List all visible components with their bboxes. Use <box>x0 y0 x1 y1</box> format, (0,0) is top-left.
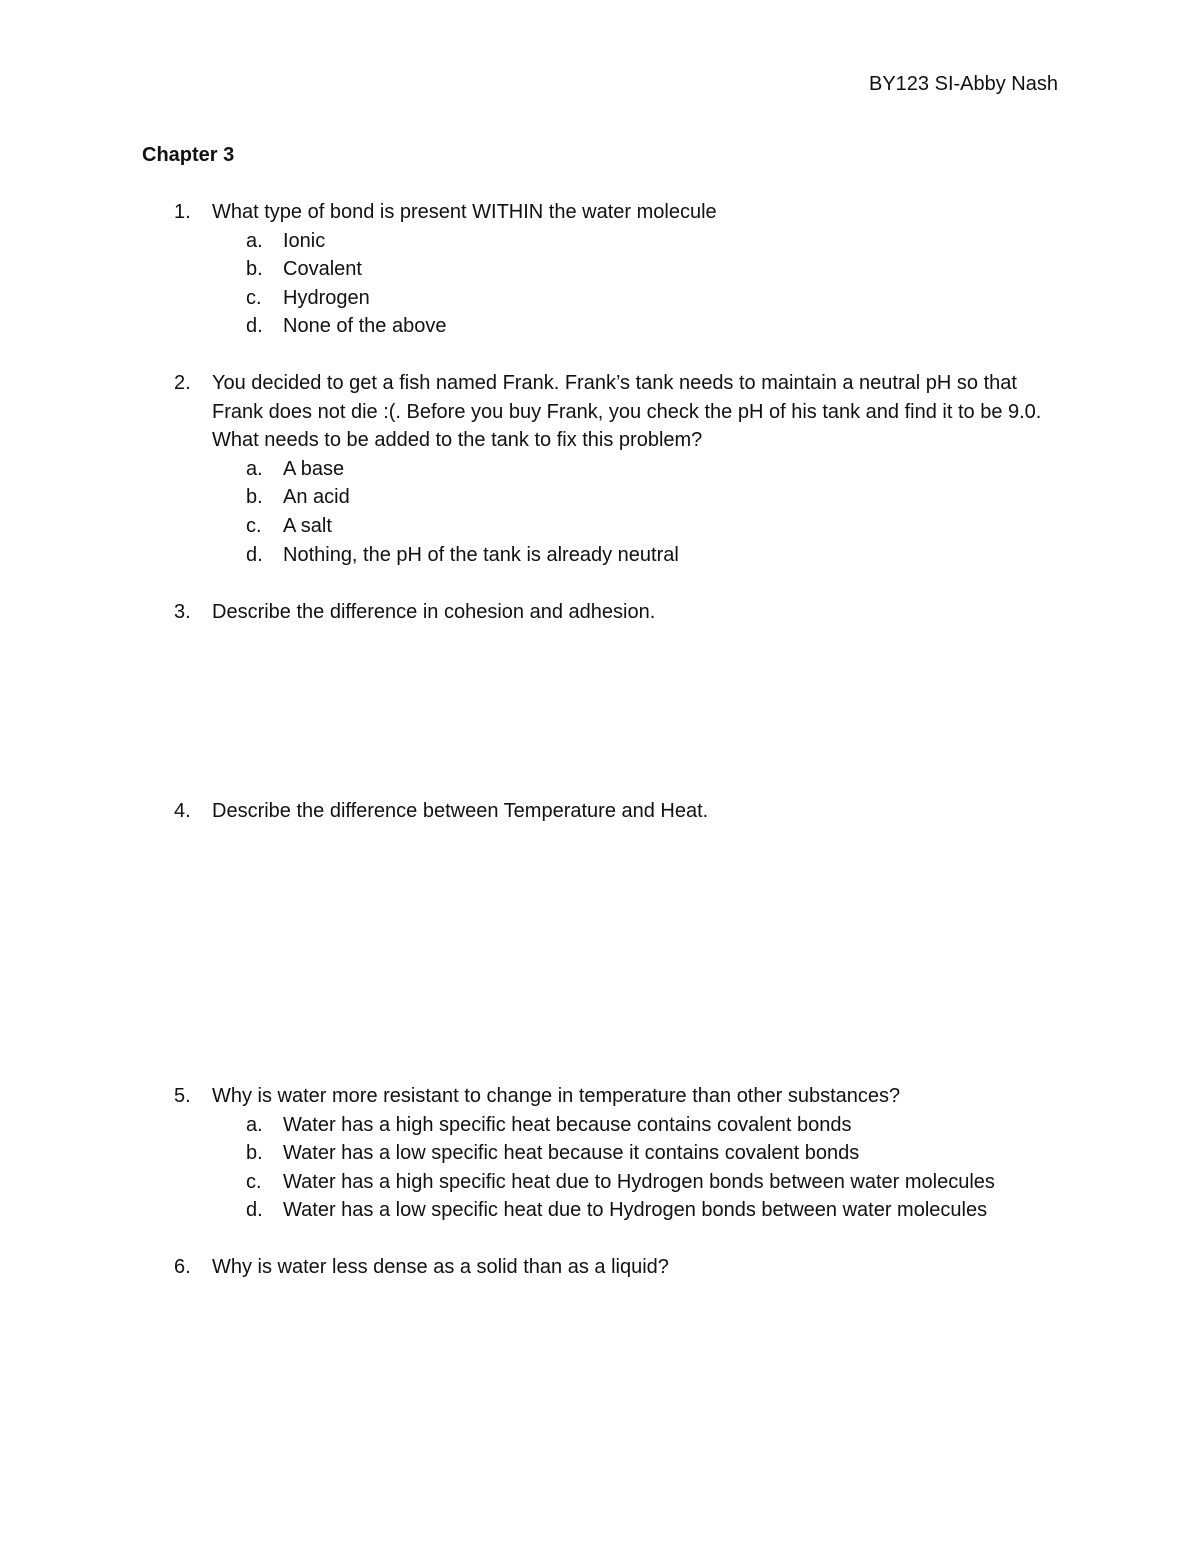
option-text: Water has a high specific heat due to Hydrogen bonds between water molecules <box>283 1170 995 1193</box>
answer-option <box>142 227 1072 256</box>
header-course-instructor: BY123 SI-Abby Nash <box>869 73 1058 95</box>
option-letter: a. <box>246 457 263 480</box>
answer-options <box>142 227 1072 341</box>
option-text: A base <box>283 457 345 480</box>
answer-option <box>142 1111 1072 1140</box>
answer-option <box>142 1168 1072 1197</box>
question-3 <box>142 598 1072 627</box>
option-letter: d. <box>246 543 263 566</box>
option-text: None of the above <box>283 315 447 338</box>
answer-option <box>142 455 1072 484</box>
answer-options <box>142 1111 1072 1225</box>
option-text: Ionic <box>283 229 326 252</box>
option-letter: a. <box>246 1113 263 1136</box>
option-text: Hydrogen <box>283 286 370 309</box>
answer-option <box>142 312 1072 341</box>
answer-option <box>142 284 1072 313</box>
question-text: Why is water less dense as a solid than as a liquid? <box>212 1256 669 1278</box>
question-number: 3. <box>174 601 191 623</box>
question-1 <box>142 198 1072 341</box>
answer-options <box>142 455 1072 569</box>
answer-option <box>142 512 1072 541</box>
question-2 <box>142 369 1072 569</box>
option-text: An acid <box>283 486 350 509</box>
option-letter: c. <box>246 286 262 309</box>
question-5 <box>142 1082 1072 1225</box>
option-text: Water has a low specific heat because it contains covalent bonds <box>283 1142 860 1165</box>
option-text: A salt <box>283 514 332 537</box>
option-letter: b. <box>246 486 263 509</box>
option-letter: b. <box>246 1142 263 1165</box>
option-text: Water has a high specific heat because contains covalent bonds <box>283 1113 852 1136</box>
chapter-title: Chapter 3 <box>142 144 235 166</box>
question-number: 6. <box>174 1256 191 1278</box>
option-text: Covalent <box>283 258 362 281</box>
option-letter: b. <box>246 258 263 281</box>
question-text: You decided to get a fish named Frank. Frank’s tank needs to maintain a neutral pH so that Frank does not die :(. Before you buy Frank, you check the pH of his tank and find it to be 9.0. What needs to be added to the tank to fix this problem? <box>212 372 1042 452</box>
option-letter: a. <box>246 229 263 252</box>
answer-option <box>142 483 1072 512</box>
answer-option <box>142 1139 1072 1168</box>
answer-option <box>142 255 1072 284</box>
question-text: Why is water more resistant to change in temperature than other substances? <box>212 1085 901 1107</box>
question-number: 1. <box>174 201 191 223</box>
question-4 <box>142 797 1072 826</box>
question-number: 5. <box>174 1085 191 1107</box>
question-text: Describe the difference in cohesion and adhesion. <box>212 601 656 623</box>
option-letter: d. <box>246 1199 263 1222</box>
question-text: What type of bond is present WITHIN the water molecule <box>212 201 717 223</box>
question-number: 4. <box>174 800 191 822</box>
question-text: Describe the difference between Temperature and Heat. <box>212 800 709 822</box>
option-letter: d. <box>246 315 263 338</box>
answer-option <box>142 1196 1072 1225</box>
option-letter: c. <box>246 514 262 537</box>
option-text: Water has a low specific heat due to Hydrogen bonds between water molecules <box>283 1199 988 1222</box>
question-6 <box>142 1253 1072 1282</box>
option-letter: c. <box>246 1170 262 1193</box>
option-text: Nothing, the pH of the tank is already neutral <box>283 543 679 566</box>
answer-option <box>142 541 1072 570</box>
question-number: 2. <box>174 372 191 394</box>
